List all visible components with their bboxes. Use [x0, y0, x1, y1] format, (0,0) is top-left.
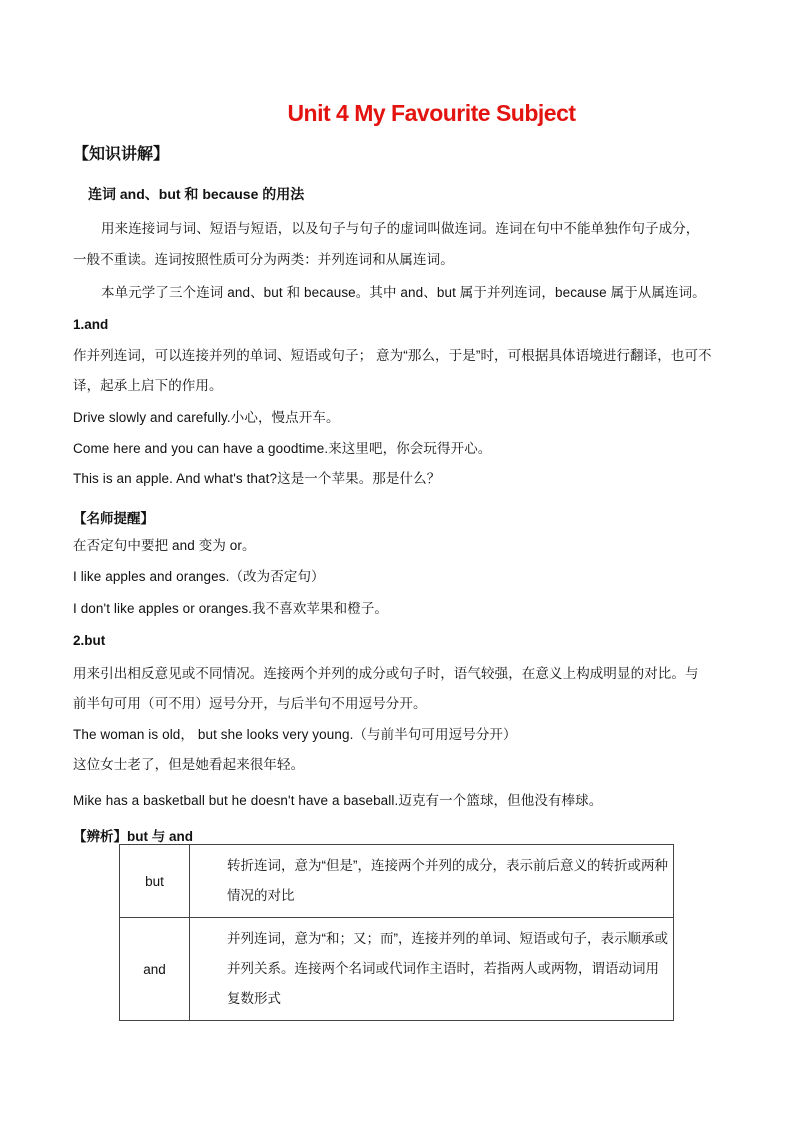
but-desc-1: 用来引出相反意见或不同情况。连接两个并列的成分或句子时，语气较强，在意义上构成明显的对比。与: [73, 666, 699, 681]
subheading: 连词 and、but 和 because 的用法: [88, 186, 305, 202]
table-row: [120, 918, 674, 1021]
and-example-1: Drive slowly and carefully.小心，慢点开车。: [73, 410, 340, 425]
but-example-2: Mike has a basketball but he doesn't have a baseball.迈克有一个篮球，但他没有棒球。: [73, 793, 603, 808]
tip-line-2: I like apples and oranges.（改为否定句）: [73, 569, 325, 584]
but-desc-2: 前半句可用（可不用）逗号分开，与后半句不用逗号分开。: [73, 696, 427, 711]
compare-table: [119, 844, 674, 1021]
but-example-1-cn: 这位女士老了，但是她看起来很年轻。: [73, 757, 305, 772]
and-desc-1: 作并列连词，可以连接并列的单词、短语或句子； 意为“那么，于是”时，可根据具体语境进行翻译，也可不: [73, 348, 712, 363]
and-example-3: This is an apple. And what's that?这是一个苹果。那是什么？: [73, 471, 441, 486]
and-desc-2: 译，起承上启下的作用。: [73, 378, 223, 393]
and-example-2: Come here and you can have a goodtime.来这里吧，你会玩得开心。: [73, 441, 492, 456]
table-cell-word: but: [120, 845, 190, 918]
but-heading: 2.but: [73, 633, 106, 648]
table-cell-desc: 并列连词，意为“和；又；而”，连接并列的单词、短语或句子，表示顺承或并列关系。连接两个名词或代词作主语时，若指两人或两物，谓语动词用复数形式: [190, 918, 674, 1021]
section-heading: 【知识讲解】: [73, 146, 170, 163]
tip-line-3: I don't like apples or oranges.我不喜欢苹果和橙子。: [73, 601, 389, 616]
table-row: [120, 845, 674, 918]
page-title: Unit 4 My Favourite Subject: [287, 100, 576, 126]
tip-heading: 【名师提醒】: [73, 511, 154, 526]
table-cell-word: and: [120, 918, 190, 1021]
intro-line-2: 一般不重读。连词按照性质可分为两类：并列连词和从属连词。: [73, 252, 454, 267]
intro-line-3: 本单元学了三个连词 and、but 和 because。其中 and、but 属于并列连词，because 属于从属连词。: [101, 285, 706, 300]
but-example-1: The woman is old， but she looks very young.（与前半句可用逗号分开）: [73, 727, 517, 742]
and-heading: 1.and: [73, 317, 109, 332]
compare-heading: 【辨析】but 与 and: [73, 829, 193, 844]
table-cell-desc: 转折连词，意为“但是”，连接两个并列的成分，表示前后意义的转折或两种情况的对比: [190, 845, 674, 918]
tip-line-1: 在否定句中要把 and 变为 or。: [73, 538, 256, 553]
intro-line-1: 用来连接词与词、短语与短语，以及句子与句子的虚词叫做连词。连词在句中不能单独作句子成分，: [101, 221, 700, 236]
